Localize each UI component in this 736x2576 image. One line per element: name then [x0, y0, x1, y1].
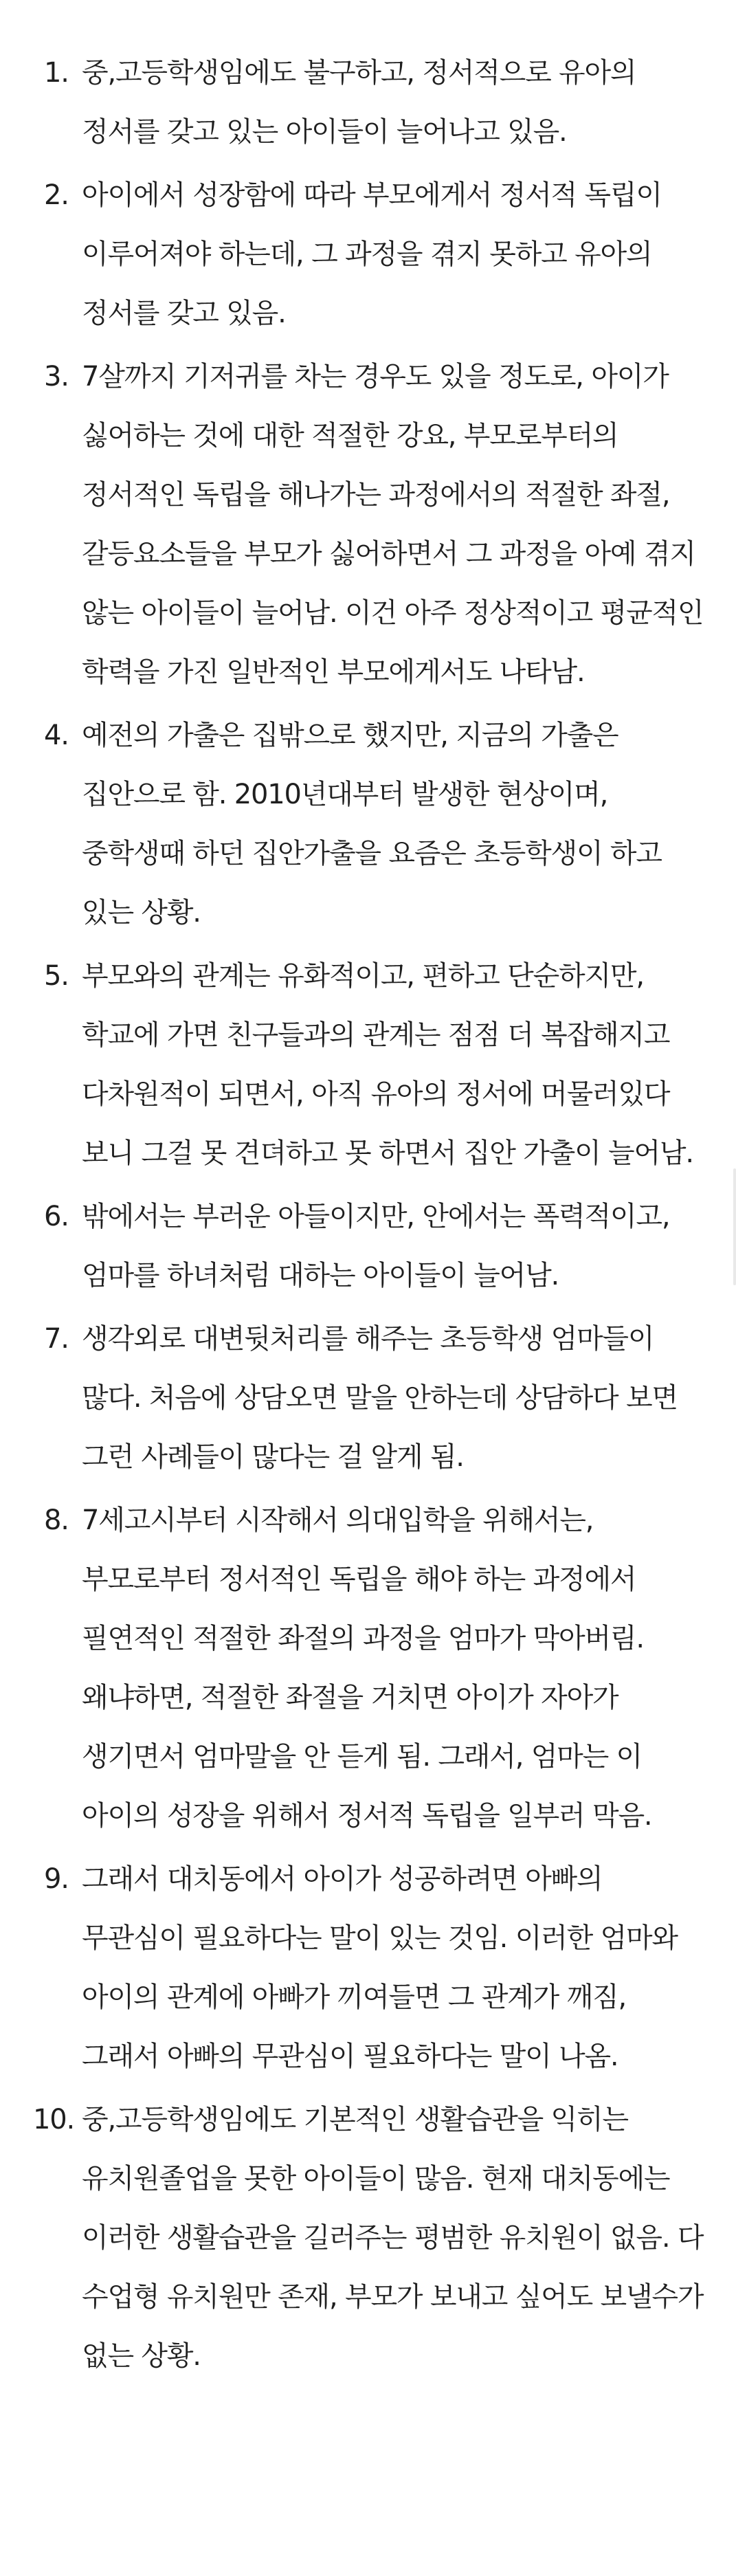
- list-text: 중,고등학생임에도 기본적인 생활습관을 익히는 유치원졸업을 못한 아이들이 많음. 현재 대치동에는 이러한 생활습관을 길러주는 평범한 유치원이 없음. 다 수업형 유치원만 존재, 부모가 보내고 싶어도 보낼수가 없는 상황.: [82, 2104, 704, 2372]
- list-number: 3.: [44, 361, 69, 392]
- list-item: [33, 43, 710, 162]
- numbered-list: [33, 43, 710, 2386]
- list-number: 10.: [33, 2104, 75, 2135]
- list-text: 7세고시부터 시작해서 의대입학을 위해서는, 부모로부터 정서적인 독립을 해야 하는 과정에서 필연적인 적절한 좌절의 과정을 엄마가 막아버림. 왜냐하면, 적절한 좌절을 거치면 아이가 자아가 생기면서 엄마말을 안 듣게 됨. 그래서, 엄마는 이 아이의 성장을 위해서 정서적 독립을 일부러 막음.: [82, 1504, 652, 1832]
- list-item: [33, 2090, 710, 2386]
- list-text: 7살까지 기저귀를 차는 경우도 있을 정도로, 아이가 싫어하는 것에 대한 적절한 강요, 부모로부터의 정서적인 독립을 해나가는 과정에서의 적절한 좌절, 갈등요소들을 부모가 싫어하면서 그 과정을 아예 겪지 않는 아이들이 늘어남. 이건 아주 정상적이고 평균적인 학력을 가진 일반적인 부모에게서도 나타남.: [82, 361, 704, 688]
- list-text: 예전의 가출은 집밖으로 했지만, 지금의 가출은 집안으로 함. 2010년대부터 발생한 현상이며, 중학생때 하던 집안가출을 요즘은 초등학생이 하고 있는 상황.: [82, 720, 662, 929]
- list-number: 7.: [44, 1323, 69, 1355]
- list-number: 4.: [44, 720, 69, 751]
- list-item: [33, 1491, 710, 1845]
- list-text: 밖에서는 부러운 아들이지만, 안에서는 폭력적이고, 엄마를 하녀처럼 대하는 아이들이 늘어남.: [82, 1201, 670, 1291]
- list-item: [33, 1187, 710, 1305]
- list-text: 생각외로 대변뒷처리를 해주는 초등학생 엄마들이 많다. 처음에 상담오면 말을 안하는데 상담하다 보면 그런 사례들이 많다는 걸 알게 됨.: [82, 1323, 678, 1473]
- list-text: 부모와의 관계는 유화적이고, 편하고 단순하지만, 학교에 가면 친구들과의 관계는 점점 더 복잡해지고 다차원적이 되면서, 아직 유아의 정서에 머물러있다 보니 그걸 못 견뎌하고 못 하면서 집안 가출이 늘어남.: [82, 960, 693, 1169]
- list-text: 중,고등학생임에도 불구하고, 정서적으로 유아의 정서를 갖고 있는 아이들이 늘어나고 있음.: [82, 57, 636, 148]
- list-item: [33, 166, 710, 343]
- list-number: 5.: [44, 960, 69, 992]
- list-text: 아이에서 성장함에 따라 부모에게서 정서적 독립이 이루어져야 하는데, 그 과정을 겪지 못하고 유아의 정서를 갖고 있음.: [82, 179, 662, 329]
- list-number: 2.: [44, 179, 69, 211]
- list-text: 그래서 대치동에서 아이가 성공하려면 아빠의 무관심이 필요하다는 말이 있는 것임. 이러한 엄마와 아이의 관계에 아빠가 끼여들면 그 관계가 깨짐, 그래서 아빠의 무관심이 필요하다는 말이 나옴.: [82, 1863, 678, 2072]
- list-number: 6.: [44, 1201, 69, 1232]
- scrollbar-thumb[interactable]: [733, 1168, 736, 1285]
- list-number: 1.: [44, 57, 69, 89]
- list-item: [33, 946, 710, 1183]
- list-number: 9.: [44, 1863, 69, 1895]
- list-item: [33, 1309, 710, 1487]
- list-item: [33, 347, 710, 702]
- list-number: 8.: [44, 1504, 69, 1536]
- list-item: [33, 706, 710, 942]
- list-item: [33, 1850, 710, 2086]
